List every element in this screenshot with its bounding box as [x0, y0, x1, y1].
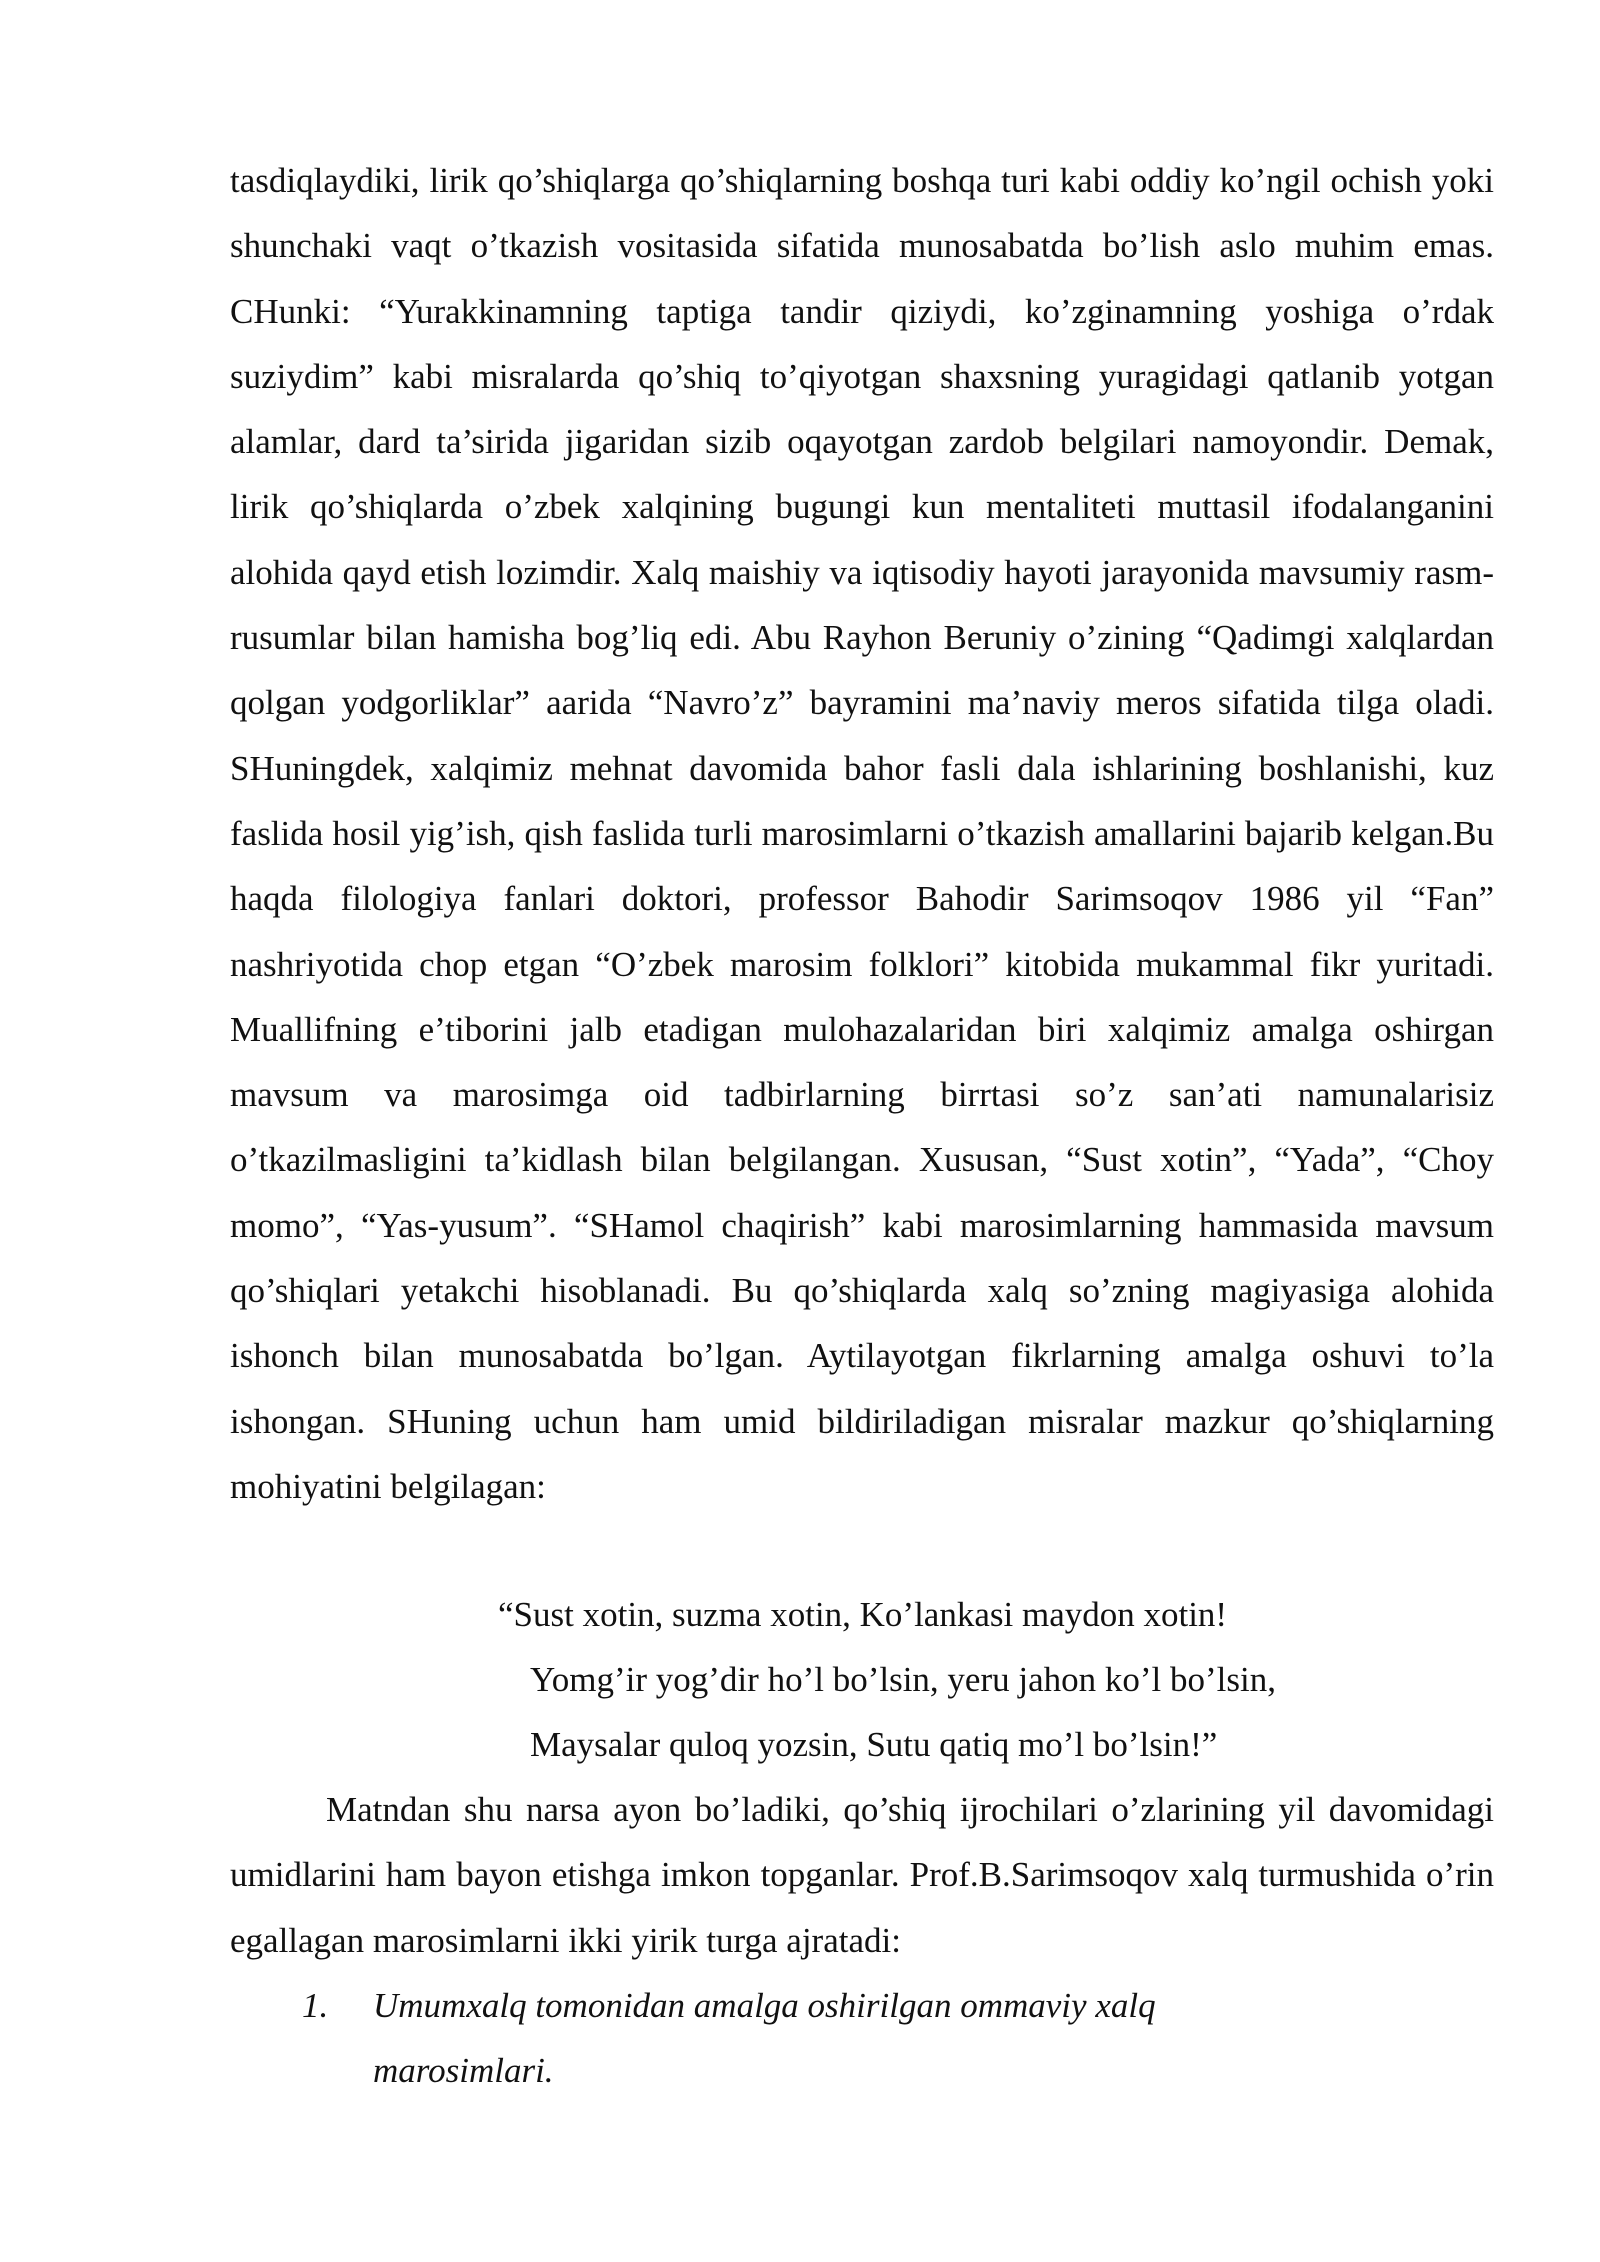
main-paragraph: tasdiqlaydiki, lirik qo’shiqlarga qo’shiqlarning boshqa turi kabi oddiy ko’ngil ochish yoki shunchaki vaqt o’tkazish vositasida sifatida munosabatda bo’lish aslo muhim emas. CHunki: “Yurakkinamning taptiga tandir qiziydi, ko’zginamning yoshiga o’rdak suziydim” kabi misralarda qo’shiq to’qiyotgan shaxsning yuragidagi qatlanib yotgan alamlar, dard ta’siridа jigaridan sizib oqayotgan zardob belgilari namoyondir. Demak, lirik qo’shiqlarda o’zbek xalqining bugungi kun mentaliteti muttasil ifodalanganini alohida qayd etish lozimdir. Xalq maishiy va iqtisodiy hayoti jarayonida mavsumiy rasm-rusumlar bilan hamisha bog’liq edi. Abu Rayhon Beruniy o’zining “Qadimgi xalqlardan qolgan yodgorliklar” aarida “Navro’z” bayramini ma’naviy meros sifatida tilga oladi. SHuningdek, xalqimiz mehnat davomida bahor fasli dala ishlarining boshlanishi, kuz faslida hosil yig’ish, qish faslida turli marosimlarni o’tkazish amallarini bajarib kelgan.Bu haqda filologiya fanlari doktori, professor Bahodir Sarimsoqov 1986 yil “Fan” nashriyotida chop etgan “O’zbek marosim folklori” kitobida mukammal fikr yuritadi. Muallifning e’tiborini jalb etadigan mulohazalaridan biri xalqimiz amalga oshirgan mavsum va marosimga oid tadbirlarning birrtasi so’z san’ati namunalarisiz o’tkazilmasligini ta’kidlash bilan belgilangan. Xususan, “Sust xotin”, “Yada”, “Choy momo”, “Yas-yusum”. “SHamol chaqirish” kabi marosimlarning hammasida mavsum qo’shiqlari yetakchi hisoblanadi. Bu qo’shiqlarda xalq so’zning magiyasiga alohida ishonch bilan munosabatda bo’lgan. Aytilayotgan fikrlarning amalga oshuvi to’la ishongan. SHuning uchun ham umid bildiriladigan misralar mazkur qo’shiqlarning mohiyatini belgilagan:	[230, 161, 1494, 1506]
list-item-text: Umumxalq tomonidan amalga oshirilgan ommaviy xalq marosimlari.	[373, 1986, 1156, 2090]
numbered-list	[230, 1973, 1494, 2103]
follow-up-paragraph: Matndan shu narsa ayon bo’ladiki, qo’shiq ijrochilari o’zlarining yil davomidagi umidlarini ham bayon etishga imkon topganlar. Prof.B.Sarimsoqov xalq turmushida o’rin egallagan marosimlarni ikki yirik turga ajratadi:	[230, 1790, 1494, 1960]
list-item-number: 1.	[302, 1986, 329, 2025]
verse-line-3: Maysalar quloq yozsin, Sutu qatiq mo’l bo’lsin!”	[530, 1725, 1218, 1764]
verse-line-2: Yomg’ir yog’dir ho’l bo’lsin, yeru jahon ko’l bo’lsin,	[530, 1660, 1276, 1699]
list-item	[230, 1973, 1494, 2103]
main-paragraph-block	[230, 148, 1494, 1519]
verse-line-1: “Sust xotin, suzma xotin, Ko’lankasi maydon xotin!	[498, 1595, 1228, 1634]
